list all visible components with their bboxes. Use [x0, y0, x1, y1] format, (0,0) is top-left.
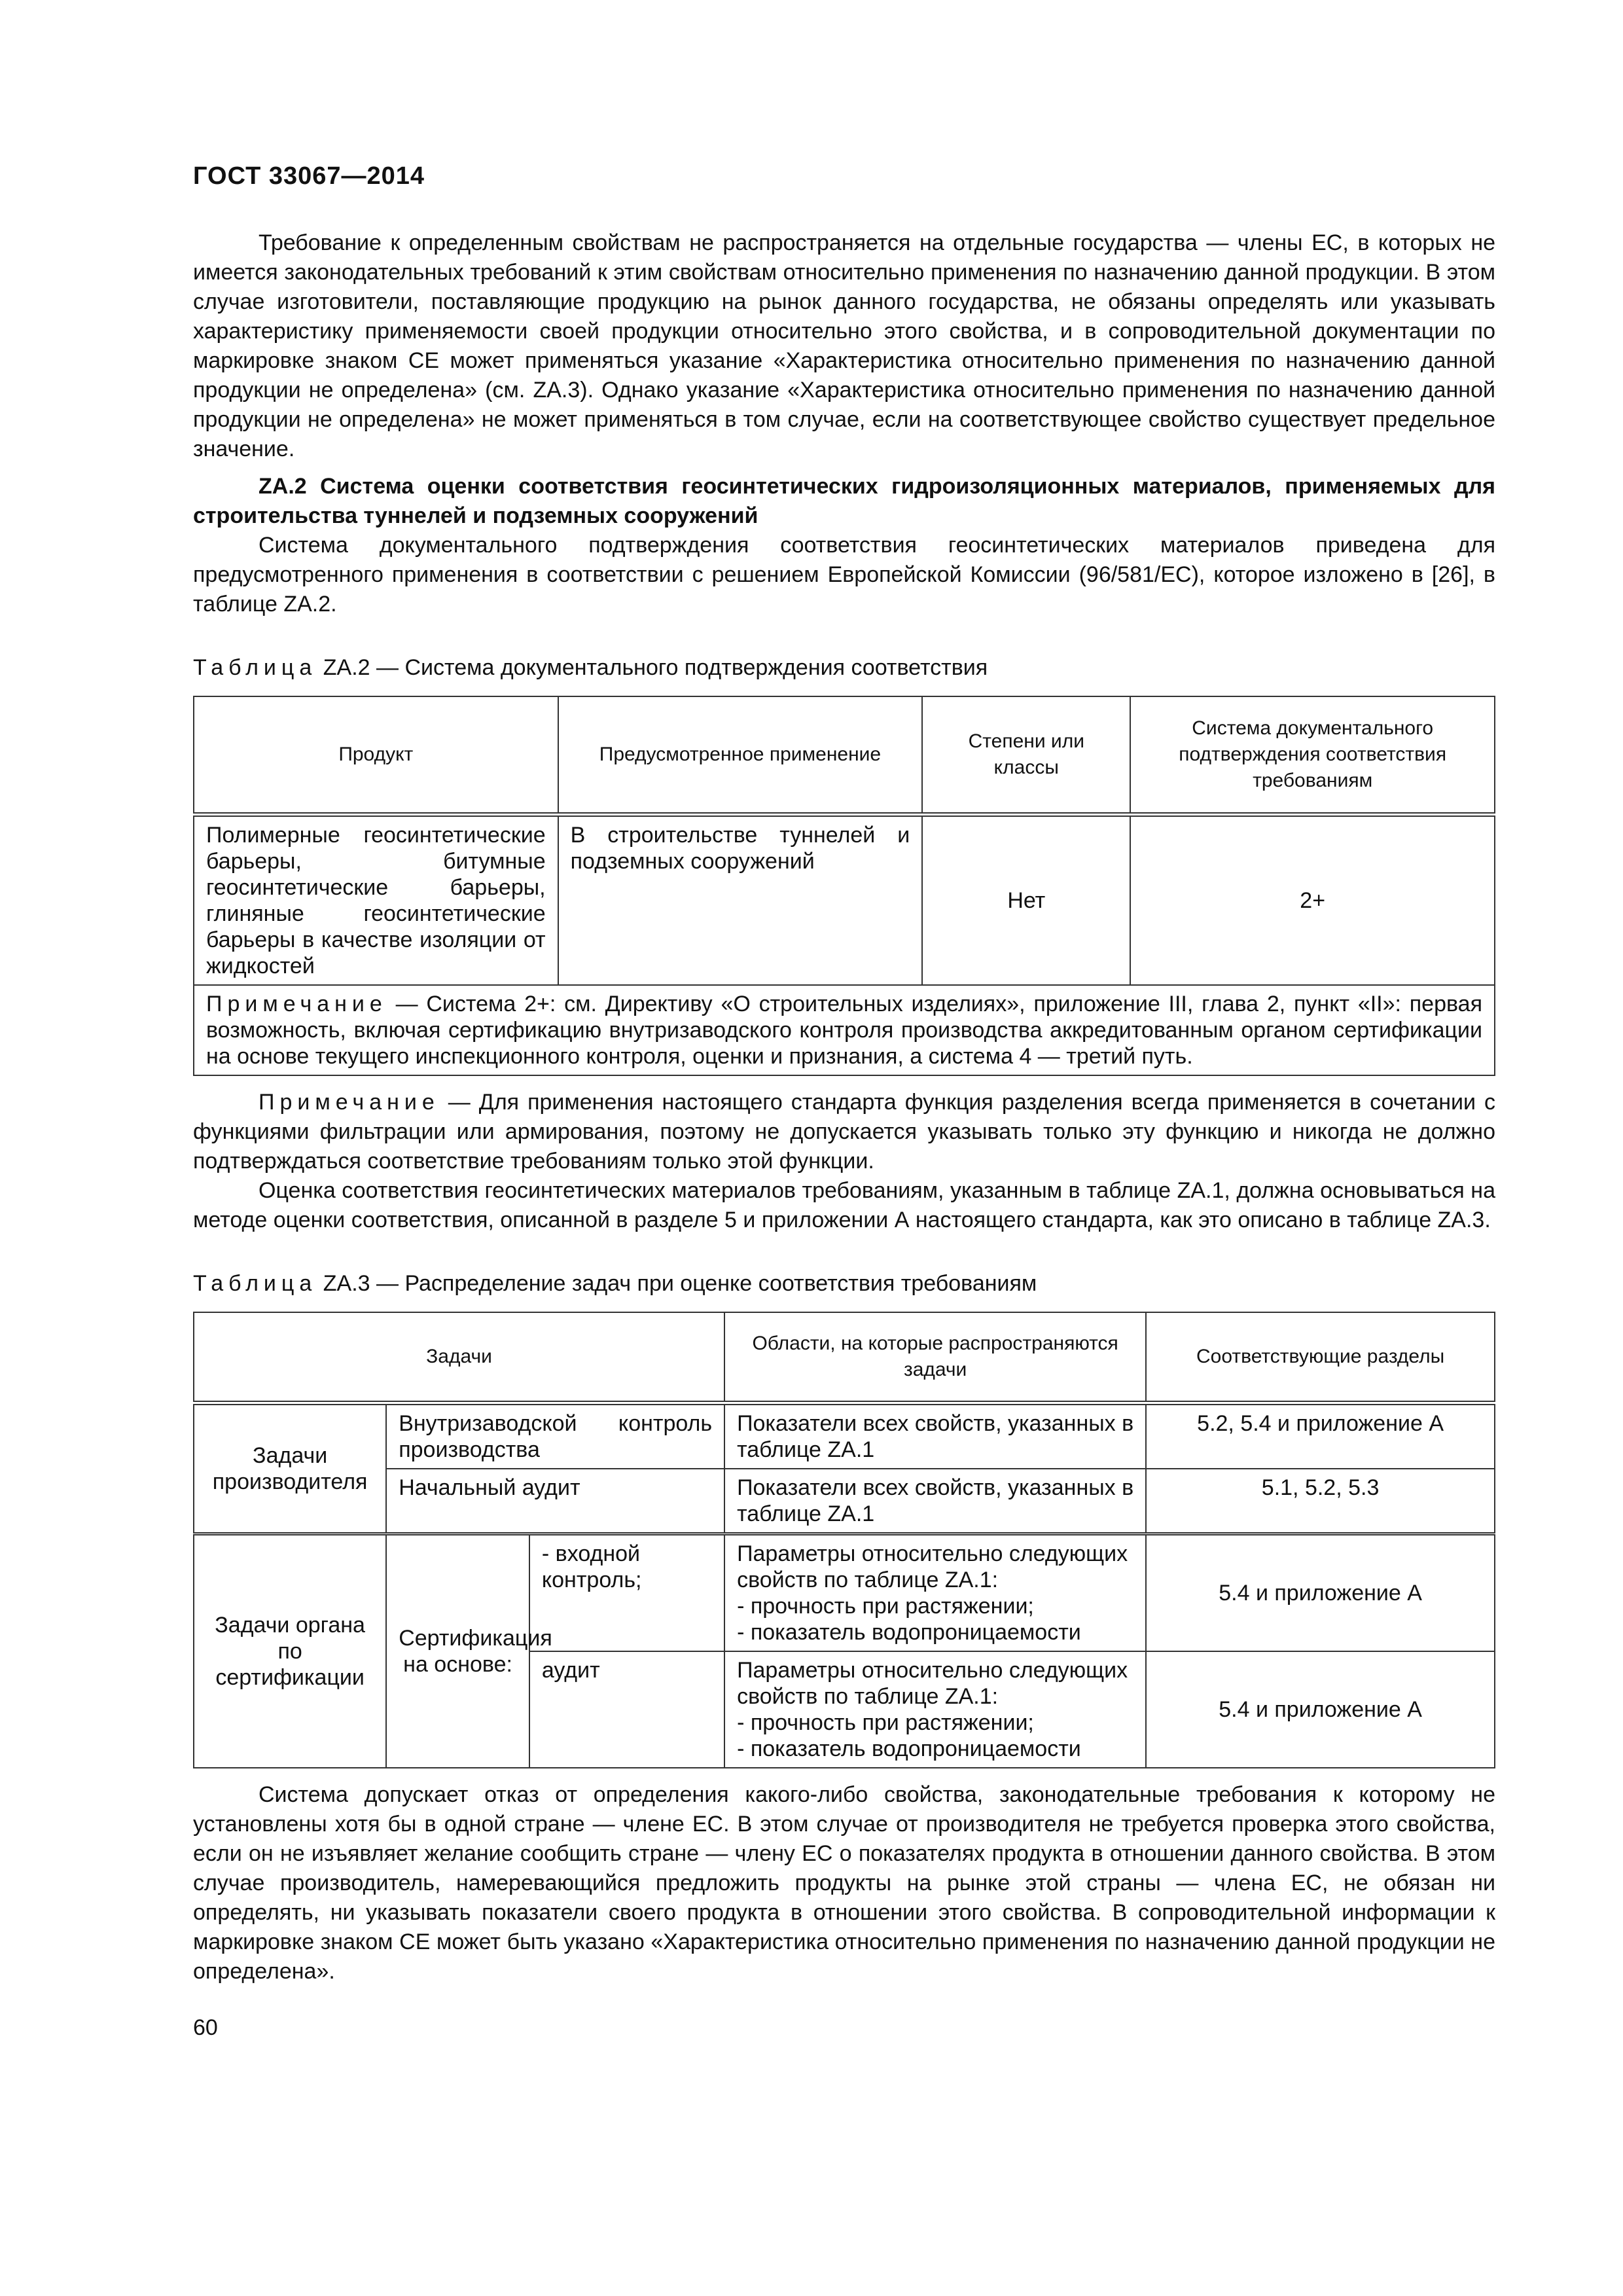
- params-intro: Параметры относительно следующих свойств по таблице ZA.1:: [737, 1541, 1128, 1592]
- page-number: 60: [193, 2015, 218, 2040]
- table-za2-cell-use: В строительстве туннелей и подземных сооружений: [558, 815, 923, 986]
- table-row: [194, 815, 1495, 986]
- table-za3: [193, 1312, 1495, 1768]
- table-za3-cell-factory-control-scope: Показатели всех свойств, указанных в таблице ZA.1: [724, 1403, 1146, 1469]
- table-za2-header-system: Система документального подтверждения соответствия требованиям: [1130, 696, 1495, 815]
- table-za2-header-row: [194, 696, 1495, 815]
- table-za3-header-tasks: Задачи: [194, 1312, 724, 1403]
- param-strength: - прочность при растяжении;: [737, 1594, 1034, 1619]
- table-za3-cell-initial-audit: Начальный аудит: [386, 1469, 724, 1534]
- table-za3-cell-initial-audit-scope: Показатели всех свойств, указанных в таблице ZA.1: [724, 1469, 1146, 1534]
- param-permeability: - показатель водопроницаемости: [737, 1620, 1081, 1645]
- table-za2-cell-product: Полимерные геосинтетические барьеры, битумные геосинтетические барьеры, глиняные геосинтетические барьеры в качестве изоляции от жидкостей: [194, 815, 558, 986]
- table-za2-note-row: [194, 985, 1495, 1075]
- table-za3-cell-incoming-control-scope: [724, 1534, 1146, 1652]
- table-za2-header-use: Предусмотренное применение: [558, 696, 923, 815]
- paragraph-attestation-system: Система документального подтверждения соответствия геосинтетических материалов приведена для предусмотренного применения в соответствии с решением Европейской Комиссии (96/581/ЕС), которое изложено в [26], в таблице ZA.2.: [193, 533, 1495, 617]
- table-za3-caption-text: ZA.3 — Распределение задач при оценке соответствия требованиям: [317, 1271, 1037, 1296]
- section-heading-za2: ZA.2 Система оценки соответствия геосинтетических гидроизоляционных материалов, применяемых для строительства туннелей и подземных сооружений: [193, 474, 1495, 528]
- paragraph-property-waiver: Система допускает отказ от определения какого-либо свойства, законодательные требования к которому не установлены хотя бы в одной стране — члене ЕС. В этом случае от производителя не требуется проверка этого свойства, если он не изъявляет желание сообщить стране — члену ЕС о показателях продукта в отношении данного свойства. В этом случае производитель, намеревающийся предложить продукты на рынке этой страны — члена ЕС, не обязан ни определять, ни указывать показатели своего продукта в отношении этого свойства. В сопроводительной информации к маркировке знаком СЕ может быть указано «Характеристика относительно применения по назначению данной продукции не определена».: [193, 1782, 1495, 1984]
- table-za3-cell-incoming-control: - входной контроль;: [529, 1534, 724, 1652]
- table-za2-header-product: Продукт: [194, 696, 558, 815]
- table-za3-cell-initial-audit-sections: 5.1, 5.2, 5.3: [1146, 1469, 1495, 1534]
- table-za3-caption: [193, 1269, 1495, 1299]
- table-za2-header-classes: Степени или классы: [922, 696, 1130, 815]
- paragraph-note: [193, 1088, 1495, 1176]
- table-za3-cell-body-tasks: Задачи органа по сертификации: [194, 1534, 386, 1768]
- paragraph-requirements-scope: Требование к определенным свойствам не распространяется на отдельные государства — члены ЕС, в которых не имеется законодательных требований к этим свойствам относительно применения по назначению данной продукции. В этом случае изготовители, поставляющие продукцию на рынок данного государства, не обязаны определять или указывать характеристику применяемости своей продукции относительно этого свойства, и в сопроводительной документации по маркировке знаком СЕ может применяться указание «Характеристика относительно применения по назначению данной продукции не определена» (см. ZA.3). Однако указание «Характеристика относительно применения по назначению данной продукции не определена» не может применяться в том случае, если на соответствующее свойство существует предельное значение.: [193, 230, 1495, 461]
- table-za3-cell-factory-control: Внутризаводской контроль производства: [386, 1403, 724, 1469]
- table-za3-cell-certification-basis: Сертификация на основе:: [386, 1534, 529, 1768]
- table-za3-caption-label: Таблица: [193, 1271, 317, 1296]
- table-za3-cell-audit-sections: 5.4 и приложение А: [1146, 1651, 1495, 1768]
- page-content: [193, 162, 1495, 2041]
- paragraph-conformity-assessment: Оценка соответствия геосинтетических материалов требованиям, указанным в таблице ZA.1, должна основываться на методе оценки соответствия, описанной в разделе 5 и приложении А настоящего стандарта, как это описано в таблице ZA.3.: [193, 1178, 1495, 1232]
- table-za3-header-scope: Области, на которые распространяются задачи: [724, 1312, 1146, 1403]
- table-za3-header-sections: Соответствующие разделы: [1146, 1312, 1495, 1403]
- document-code-header: ГОСТ 33067—2014: [193, 162, 425, 190]
- table-za2-cell-system: 2+: [1130, 815, 1495, 986]
- table-row: [194, 1469, 1495, 1534]
- table-za2-caption-label: Таблица: [193, 655, 317, 680]
- table-za3-cell-factory-control-sections: 5.2, 5.4 и приложение А: [1146, 1403, 1495, 1469]
- table-za2-note-label: Примечание: [206, 992, 387, 1016]
- table-row: [194, 1403, 1495, 1469]
- table-za3-cell-manufacturer-tasks: Задачи производителя: [194, 1403, 386, 1534]
- table-za2-caption: [193, 653, 1495, 683]
- note-label: Примечание: [259, 1090, 440, 1115]
- table-za2-note-text: — Система 2+: см. Директиву «О строительных изделиях», приложение III, глава 2, пункт «II»: первая возможность, включая сертификацию внутризаводского контроля производства аккредитованным органом сертификации на основе текущего инспекционного контроля, оценки и признания, а система 4 — третий путь.: [206, 992, 1482, 1069]
- param-permeability: - показатель водопроницаемости: [737, 1736, 1081, 1761]
- table-row: [194, 1534, 1495, 1652]
- param-strength: - прочность при растяжении;: [737, 1710, 1034, 1735]
- table-za2: [193, 696, 1495, 1076]
- table-za3-header-row: [194, 1312, 1495, 1403]
- table-za2-cell-classes: Нет: [922, 815, 1130, 986]
- table-za3-cell-audit: аудит: [529, 1651, 724, 1768]
- params-intro: Параметры относительно следующих свойств по таблице ZA.1:: [737, 1658, 1128, 1709]
- table-za3-cell-incoming-control-sections: 5.4 и приложение А: [1146, 1534, 1495, 1652]
- note-text: — Для применения настоящего стандарта функция разделения всегда применяется в сочетании с функциями фильтрации или армирования, поэтому не допускается указывать только эту функцию и никогда не должно подтверждаться соответствие требованиям только этой функции.: [193, 1090, 1495, 1174]
- table-za2-note: [194, 985, 1495, 1075]
- table-za2-caption-text: ZA.2 — Система документального подтверждения соответствия: [317, 655, 988, 680]
- table-za3-cell-audit-scope: [724, 1651, 1146, 1768]
